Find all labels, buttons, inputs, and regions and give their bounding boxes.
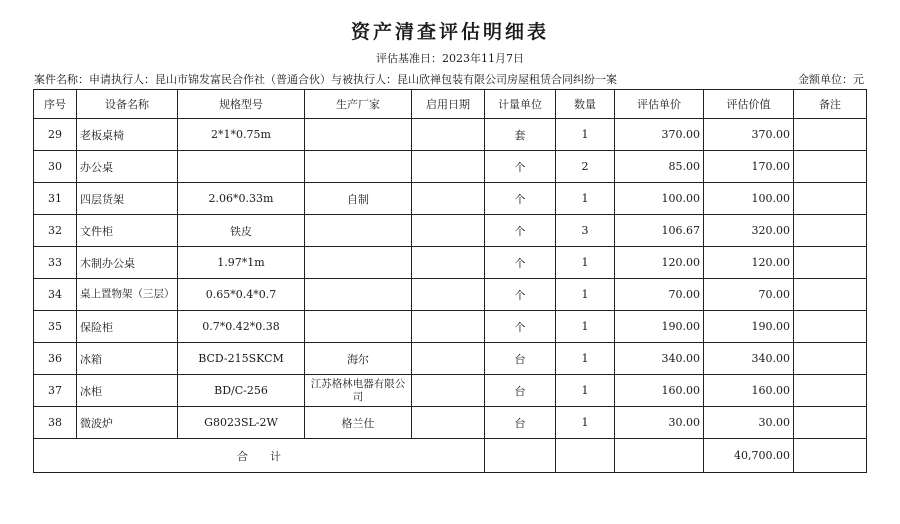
cell-maker: 自制 xyxy=(305,183,412,215)
cell-value: 370.00 xyxy=(704,119,794,151)
cell-qty: 1 xyxy=(556,375,615,407)
cell-name: 四层货架 xyxy=(77,183,178,215)
cell-date xyxy=(412,119,485,151)
cell-qty: 1 xyxy=(556,343,615,375)
cell-maker xyxy=(305,151,412,183)
cell-price: 190.00 xyxy=(615,311,704,343)
cell-unit: 个 xyxy=(485,151,556,183)
cell-spec: 1.97*1m xyxy=(178,247,305,279)
table-row xyxy=(34,407,867,439)
cell-no: 37 xyxy=(34,375,77,407)
column-header: 备注 xyxy=(794,90,867,119)
cell-date xyxy=(412,375,485,407)
table-row xyxy=(34,279,867,311)
cell-qty: 1 xyxy=(556,183,615,215)
cell-no: 35 xyxy=(34,311,77,343)
cell-unit: 个 xyxy=(485,311,556,343)
cell-unit: 台 xyxy=(485,375,556,407)
cell-name: 冰柜 xyxy=(77,375,178,407)
cell-unit: 个 xyxy=(485,215,556,247)
cell-value: 190.00 xyxy=(704,311,794,343)
cell-note xyxy=(794,151,867,183)
cell-spec: 2.06*0.33m xyxy=(178,183,305,215)
table-row xyxy=(34,247,867,279)
cell-price: 70.00 xyxy=(615,279,704,311)
cell-note xyxy=(794,247,867,279)
cell-maker: 海尔 xyxy=(305,343,412,375)
cell-name: 文件柜 xyxy=(77,215,178,247)
cell-date xyxy=(412,183,485,215)
cell-value: 320.00 xyxy=(704,215,794,247)
cell-price: 120.00 xyxy=(615,247,704,279)
table-header-row xyxy=(34,90,867,119)
cell-note xyxy=(794,407,867,439)
cell-maker xyxy=(305,119,412,151)
cell-note xyxy=(794,215,867,247)
total-label: 合 计 xyxy=(34,439,485,473)
table-row xyxy=(34,151,867,183)
cell-price: 100.00 xyxy=(615,183,704,215)
cell-unit: 台 xyxy=(485,407,556,439)
cell-name: 保险柜 xyxy=(77,311,178,343)
table-row xyxy=(34,311,867,343)
total-empty-cell xyxy=(485,439,556,473)
cell-qty: 1 xyxy=(556,407,615,439)
column-header: 规格型号 xyxy=(178,90,305,119)
cell-date xyxy=(412,279,485,311)
cell-price: 85.00 xyxy=(615,151,704,183)
cell-name: 微波炉 xyxy=(77,407,178,439)
page-title: 资产清查评估明细表 xyxy=(350,21,549,43)
total-value: 40,700.00 xyxy=(704,439,794,473)
base-date: 评估基准日：2023年11月7日 xyxy=(376,52,524,65)
cell-no: 30 xyxy=(34,151,77,183)
column-header: 评估价值 xyxy=(704,90,794,119)
total-empty-cell xyxy=(556,439,615,473)
cell-no: 31 xyxy=(34,183,77,215)
cell-spec: BCD-215SKCM xyxy=(178,343,305,375)
amount-unit: 金额单位：元 xyxy=(798,73,864,86)
cell-maker xyxy=(305,215,412,247)
cell-date xyxy=(412,215,485,247)
cell-qty: 2 xyxy=(556,151,615,183)
cell-note xyxy=(794,343,867,375)
cell-price: 340.00 xyxy=(615,343,704,375)
cell-date xyxy=(412,151,485,183)
cell-unit: 套 xyxy=(485,119,556,151)
cell-value: 30.00 xyxy=(704,407,794,439)
cell-unit: 个 xyxy=(485,183,556,215)
cell-no: 38 xyxy=(34,407,77,439)
cell-value: 340.00 xyxy=(704,343,794,375)
cell-date xyxy=(412,247,485,279)
cell-note xyxy=(794,183,867,215)
cell-no: 33 xyxy=(34,247,77,279)
cell-no: 36 xyxy=(34,343,77,375)
cell-qty: 3 xyxy=(556,215,615,247)
cell-value: 70.00 xyxy=(704,279,794,311)
cell-spec: 铁皮 xyxy=(178,215,305,247)
total-empty-cell xyxy=(615,439,704,473)
cell-spec: 0.65*0.4*0.7 xyxy=(178,279,305,311)
cell-spec: BD/C-256 xyxy=(178,375,305,407)
cell-price: 160.00 xyxy=(615,375,704,407)
table-row xyxy=(34,183,867,215)
cell-name: 桌上置物架（三层） xyxy=(77,279,178,311)
total-row xyxy=(34,439,867,473)
asset-table xyxy=(33,89,867,473)
cell-spec: 2*1*0.75m xyxy=(178,119,305,151)
cell-qty: 1 xyxy=(556,311,615,343)
cell-unit: 个 xyxy=(485,279,556,311)
cell-price: 106.67 xyxy=(615,215,704,247)
cell-name: 冰箱 xyxy=(77,343,178,375)
case-name: 案件名称：申请执行人：昆山市锦发富民合作社（普通合伙）与被执行人：昆山欣禅包装有限公司房屋租赁合同纠纷一案 xyxy=(34,73,617,86)
cell-date xyxy=(412,343,485,375)
cell-qty: 1 xyxy=(556,119,615,151)
cell-name: 老板桌椅 xyxy=(77,119,178,151)
column-header: 生产厂家 xyxy=(305,90,412,119)
total-empty-cell xyxy=(794,439,867,473)
cell-value: 170.00 xyxy=(704,151,794,183)
cell-name: 办公桌 xyxy=(77,151,178,183)
cell-maker xyxy=(305,247,412,279)
cell-maker: 格兰仕 xyxy=(305,407,412,439)
cell-no: 29 xyxy=(34,119,77,151)
column-header: 启用日期 xyxy=(412,90,485,119)
cell-note xyxy=(794,119,867,151)
cell-spec: G8023SL-2W xyxy=(178,407,305,439)
cell-maker xyxy=(305,279,412,311)
table-row xyxy=(34,215,867,247)
table-row xyxy=(34,343,867,375)
column-header: 序号 xyxy=(34,90,77,119)
cell-qty: 1 xyxy=(556,279,615,311)
cell-name: 木制办公桌 xyxy=(77,247,178,279)
table-row xyxy=(34,375,867,407)
cell-spec: 0.7*0.42*0.38 xyxy=(178,311,305,343)
cell-price: 30.00 xyxy=(615,407,704,439)
cell-unit: 个 xyxy=(485,247,556,279)
cell-note xyxy=(794,279,867,311)
cell-note xyxy=(794,311,867,343)
column-header: 设备名称 xyxy=(77,90,178,119)
cell-value: 120.00 xyxy=(704,247,794,279)
cell-no: 34 xyxy=(34,279,77,311)
cell-date xyxy=(412,311,485,343)
column-header: 数量 xyxy=(556,90,615,119)
cell-maker xyxy=(305,311,412,343)
cell-note xyxy=(794,375,867,407)
column-header: 评估单价 xyxy=(615,90,704,119)
cell-value: 160.00 xyxy=(704,375,794,407)
column-header: 计量单位 xyxy=(485,90,556,119)
cell-maker: 江苏格林电器有限公司 xyxy=(305,375,412,407)
table-row xyxy=(34,119,867,151)
cell-date xyxy=(412,407,485,439)
cell-no: 32 xyxy=(34,215,77,247)
cell-price: 370.00 xyxy=(615,119,704,151)
cell-qty: 1 xyxy=(556,247,615,279)
cell-value: 100.00 xyxy=(704,183,794,215)
cell-spec xyxy=(178,151,305,183)
cell-unit: 台 xyxy=(485,343,556,375)
